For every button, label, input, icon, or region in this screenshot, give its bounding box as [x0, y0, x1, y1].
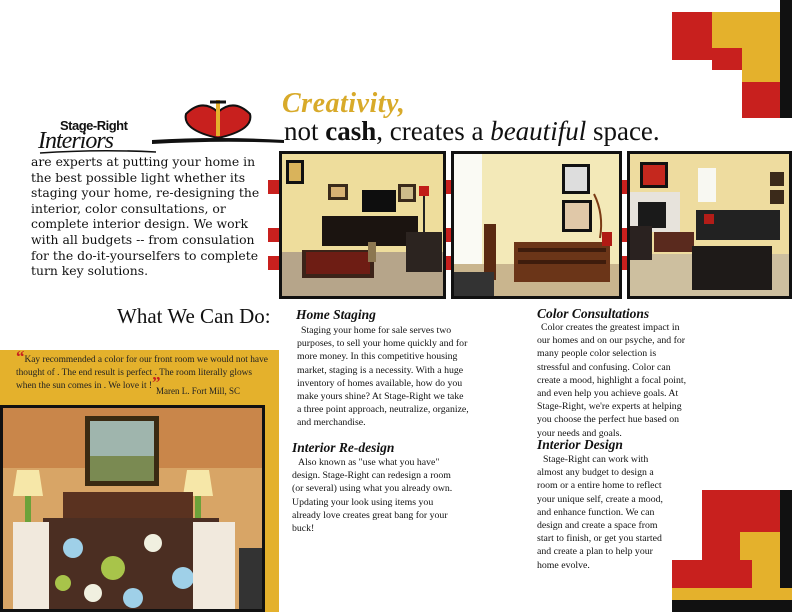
logo-emblem: [150, 96, 286, 148]
what-we-can-do-heading: What We Can Do:: [117, 304, 271, 328]
corner-decoration-bottom: [672, 490, 792, 612]
photo-living-room: [279, 151, 446, 299]
photo-cabinet-room: [451, 151, 622, 299]
headline-part: space.: [586, 116, 660, 146]
headline-part-bold: cash: [325, 116, 377, 146]
section-body-home-staging: Staging your home for sale serves two purposes, to sell your home quickly and for more money. In this competitive housing market, staging is a necessity. With a huge inventory of homes available, how do you make yours shine? At Stage-Right we take a three point approach, neutralize, organize, and merchandise.: [297, 325, 469, 429]
headline-part: , creates a: [376, 116, 491, 146]
headline-part-italic: beautiful: [490, 116, 587, 146]
section-title-interior-redesign: Interior Re-design: [292, 440, 395, 455]
headline-creativity: Creativity,: [282, 88, 406, 119]
section-body-color-consultations: Color creates the greatest impact in our homes and on our psyche, and for many people color selection is stressful and confusing. Color can create a mood, highlight a focal point, and even help you achieve goals. At Stage-Right, we're experts at helping you choose the perfect hue based on your needs and goals.: [537, 322, 687, 439]
testimonial-quote: Kay recommended a color for our front room we would not have thought of . The end result is perfect . The room literally glows when the sun comes in . We love it !: [16, 355, 268, 391]
section-title-interior-design: Interior Design: [537, 437, 623, 452]
photo-sofa-room: [627, 151, 792, 299]
photo-bedroom: [0, 405, 265, 612]
intro-paragraph: are experts at putting your home in the best possible light whether its staging your home, re-designing the interior, color consultations, or complete interior design. We work with all budgets -- from consulation for the do-it-yourselfers to complete turn key solutions.: [31, 154, 260, 279]
quote-close-icon: ”: [152, 372, 161, 392]
brand-name-top: Stage-Right: [60, 118, 128, 133]
brand-name-script: Interiors: [38, 128, 113, 154]
section-body-interior-design: Stage-Right can work with almost any budget to design a room or a entire home to reflect your unique self, create a mood, and enhance function. We can design and create a space from start to finish, or get you started and create a plan to help your home evolve.: [537, 454, 663, 571]
headline-tagline: [284, 116, 660, 147]
quote-open-icon: “: [16, 347, 25, 366]
section-body-interior-redesign: Also known as "use what you have" design. Stage-Right can redesign a room (or several) using what you already own. Updating your look using items you already love creates great bang for your buck!: [292, 457, 453, 535]
headline-part: not: [284, 116, 326, 146]
testimonial-author: Maren L. Fort Mill, SC: [156, 386, 241, 396]
section-title-home-staging: Home Staging: [296, 307, 376, 322]
corner-decoration-top: [672, 0, 792, 118]
section-title-color-consultations: Color Consultations: [537, 306, 650, 321]
